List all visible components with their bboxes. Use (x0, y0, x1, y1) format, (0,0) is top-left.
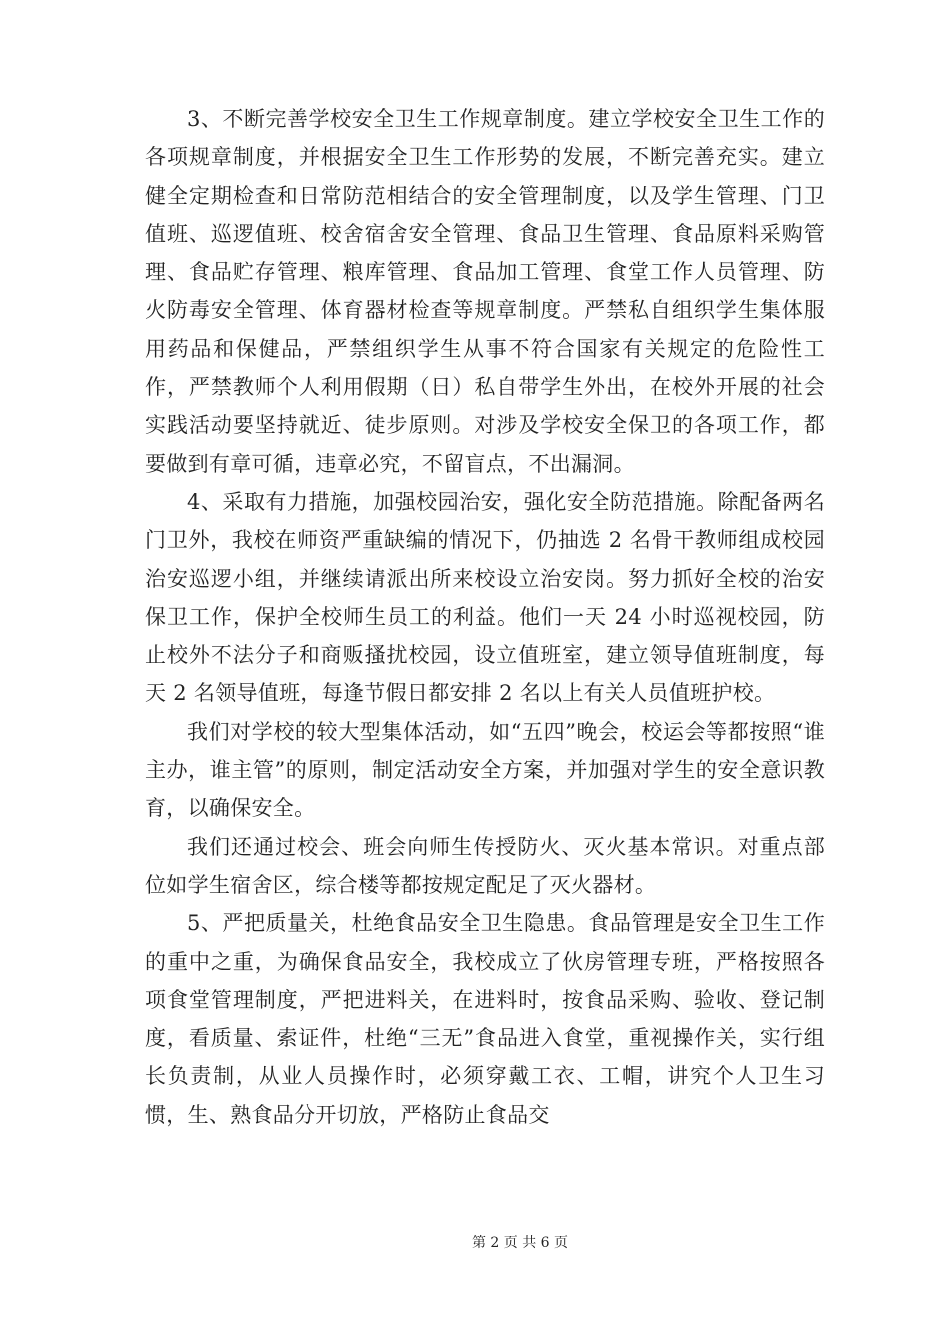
paragraph-fire-safety: 我们还通过校会、班会向师生传授防火、灭火基本常识。对重点部位如学生宿舍区，综合楼等都按规定配足了灭火器材。 (145, 834, 825, 897)
paragraph-rules: 3、不断完善学校安全卫生工作规章制度。建立学校安全卫生工作的各项规章制度，并根据安全卫生工作形势的发展，不断完善充实。建立健全定期检查和日常防范相结合的安全管理制度，以及学生管理、门卫值班、巡逻值班、校舍宿舍安全管理、食品卫生管理、食品原料采购管理、食品贮存管理、粮库管理、食品加工管理、食堂工作人员管理、防火防毒安全管理、体育器材检查等规章制度。严禁私自组织学生集体服用药品和保健品，严禁组织学生从事不符合国家有关规定的危险性工作，严禁教师个人利用假期（日）私自带学生外出，在校外开展的社会实践活动要坚持就近、徒步原则。对涉及学校安全保卫的各项工作，都要做到有章可循，违章必究，不留盲点，不出漏洞。 (145, 107, 825, 476)
paragraph-activities: 我们对学校的较大型集体活动，如“五四”晚会，校运会等都按照“谁主办，谁主管”的原则，制定活动安全方案，并加强对学生的安全意识教育，以确保安全。 (145, 719, 825, 821)
paragraph-food-safety: 5、严把质量关，杜绝食品安全卫生隐患。食品管理是安全卫生工作的重中之重，为确保食品安全，我校成立了伙房管理专班，严格按照各项食堂管理制度，严把进料关，在进料时，按食品采购、验收、登记制度，看质量、索证件，杜绝“三无”食品进入食堂，重视操作关，实行组长负责制，从业人员操作时，必须穿戴工衣、工帽，讲究个人卫生习惯，生、熟食品分开切放，严格防止食品交 (145, 911, 825, 1127)
paragraph-security: 4、采取有力措施，加强校园治安，强化安全防范措施。除配备两名门卫外，我校在师资严重缺编的情况下，仍抽选 2 名骨干教师组成校园治安巡逻小组，并继续请派出所来校设立治安岗。努力抓好全校的治安保卫工作，保护全校师生员工的利益。他们一天 24 小时巡视校园，防止校外不法分子和商贩搔扰校园，设立值班室，建立领导值班制度，每天 2 名领导值班，每逢节假日都安排 2 名以上有关人员值班护校。 (145, 489, 825, 706)
document-body (145, 100, 825, 1134)
page-number: 第 2 页 共 6 页 (471, 1235, 569, 1251)
